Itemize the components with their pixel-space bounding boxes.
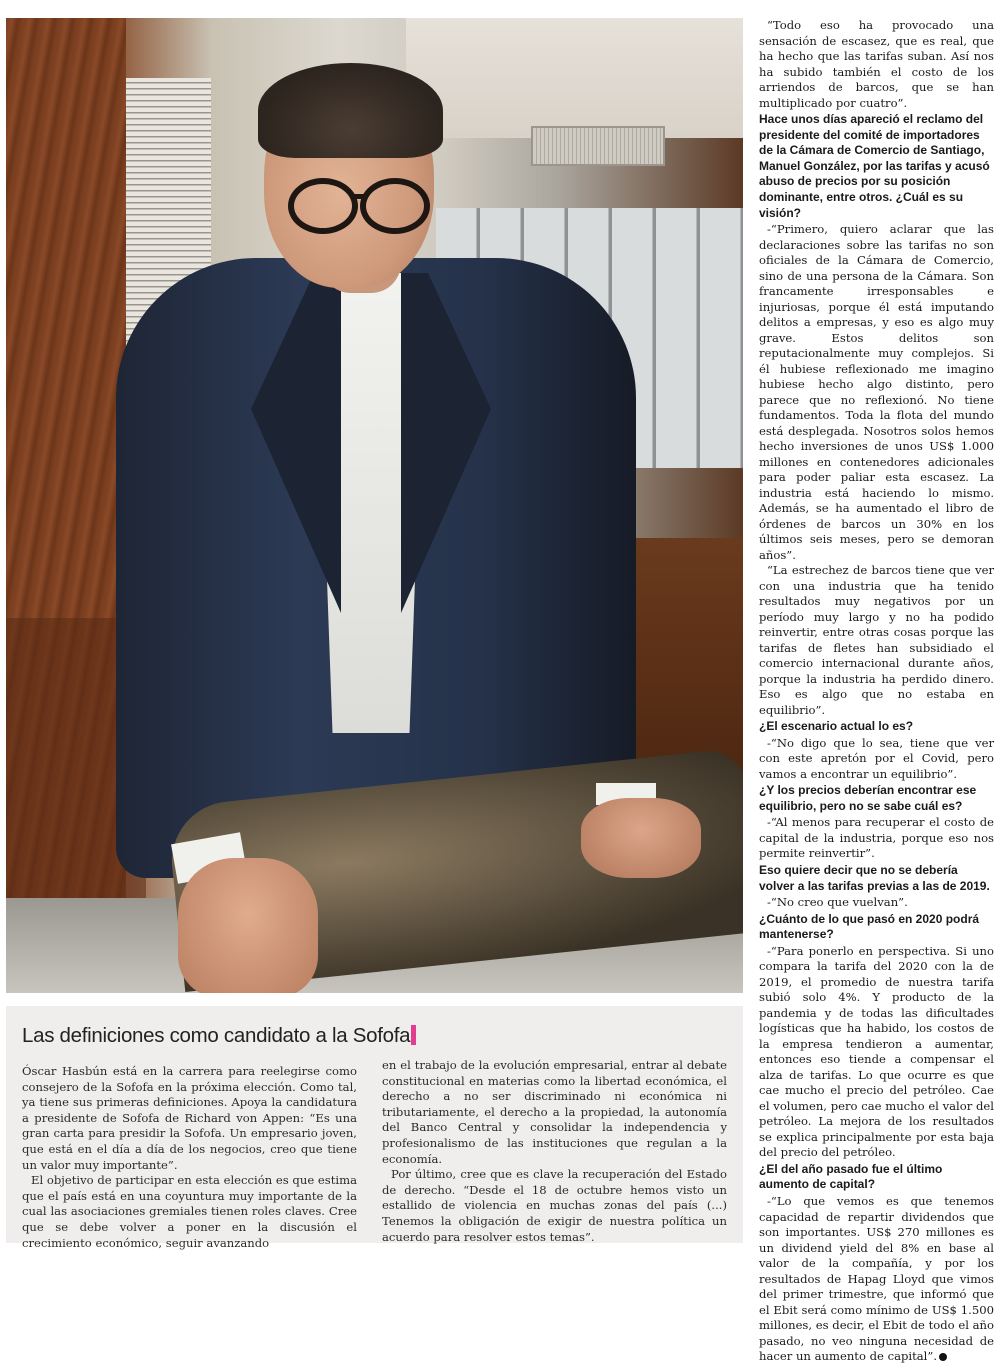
portrait-photo [6, 18, 743, 993]
question-paragraph: ¿El del año pasado fue el último aumento de capital? [759, 1161, 943, 1192]
answer-paragraph: -“No creo que vuelvan”. [767, 895, 908, 910]
answer-paragraph: -“Primero, quiero aclarar que las declaraciones sobre las tarifas no son oficiales de la Cámara de Comercio, sino de una persona de la Cámara. Son francamente irresponsables e injuriosas, porque él está imputando delitos a empresas, y eso es algo muy grave. Estos delitos son reputacionalmente muy complejos. Si él hubiese reflexionado me imagino hubiese hecho algo distinto, pero parece que no reflexionó. No tiene fundamentos. Toda la flota del mundo está desplegada. Nosotros solos hemos hecho inversiones de unos US$ 1.000 millones en contenedores adicionales para poder paliar esta escasez. La industria está haciendo lo mismo. Además, se ha aumentado el libro de órdenes de barcos un 30% en los últimos seis meses, pero se demoran años”. [759, 222, 994, 562]
sidebar-column-right [382, 1058, 727, 1245]
sidebar-title [22, 1024, 416, 1048]
question-paragraph: Hace unos días apareció el reclamo del presidente del comité de importadores de la Cámara de Comercio de Santiago, Manuel González, por las tarifas y acusó abuso de precios por su posición dominante, entre otros. ¿Cuál es su visión? [759, 112, 990, 220]
title-accent-mark [411, 1025, 416, 1045]
answer-paragraph [759, 1194, 994, 1365]
question-paragraph: Eso quiere decir que no se debería volver a las tarifas previas a las de 2019. [759, 862, 990, 893]
sidebar-title-text: Las definiciones como candidato a la Sofofa [22, 1024, 411, 1047]
interview-column [759, 18, 994, 1365]
question-paragraph: ¿El escenario actual lo es? [759, 719, 914, 734]
answer-paragraph: -“Al menos para recuperar el costo de capital de la industria, porque eso nos permite reinvertir”. [759, 815, 994, 861]
sidebar-column-left [22, 1064, 357, 1251]
answer-paragraph: -“No digo que lo sea, tiene que ver con este apretón por el Covid, pero vamos a encontrar un equilibrio”. [759, 735, 994, 781]
question-paragraph: ¿Y los precios deberían encontrar ese equilibrio, pero no se sabe cuál es? [759, 783, 977, 813]
sidebar-paragraph: en el trabajo de la evolución empresarial, entrar al debate constitucional en materias como la libertad económica, el derecho a no ser discriminado ni económica ni tributariamente, el derecho a la propiedad, la autonomía del Banco Central y consolidar la independencia y profesionalismo de las instituciones que regulan a la economía. [382, 1058, 727, 1166]
question-paragraph: ¿Cuánto de lo que pasó en 2020 podrá mantenerse? [759, 911, 980, 942]
sidebar-box [6, 1006, 743, 1250]
answer-paragraph: “Todo eso ha provocado una sensación de escasez, que es real, que ha hecho que las tarifas suban. Así nos ha subido también el costo de los arriendos de barcos, que se han multiplicado por cuatro”. [759, 18, 994, 110]
answer-paragraph: -“Para ponerlo en perspectiva. Si uno compara la tarifa del 2020 con la de 2019, el promedio de nuestra tarifa subió solo 4%. Y producto de la pandemia y de todas las dificultades logísticas que ha habido, los costos de la empresa tendieron a aumentar, entonces eso tiende a compensar el alza de tarifas. Lo que ocurre es que cae mucho el precio del petróleo. Cae el volumen, pero cae mucho el valor del petróleo. La mejora de los resultados se explica principalmente por esta baja del precio del petróleo. [759, 943, 994, 1160]
sidebar-paragraph: Óscar Hasbún está en la carrera para reelegirse como consejero de la Sofofa en la próxima elección. Como tal, ya tiene sus primeras definiciones. Apoya la candidatura a presidente de Sofofa de Richard von Appen: “Es una gran carta para presidir la Sofofa. Un empresario joven, que está en el día a día de los negocios, creo que tiene un valor muy importante”. [22, 1064, 357, 1172]
end-mark-icon [939, 1353, 947, 1361]
answer-paragraph: “La estrechez de barcos tiene que ver con una industria que ha tenido resultados muy negativos por un período muy largo y no ha podido reinvertir, entre otras cosas porque las tarifas de fletes han subsidiado el comercio internacional durante años, porque la industria ha perdido dinero. Eso es algo que no estaba en equilibrio”. [759, 563, 994, 717]
sidebar-paragraph: Por último, cree que es clave la recuperación del Estado de derecho. “Desde el 18 de octubre hemos visto un estallido de violencia en muchas zonas del país (...) Tenemos la obligación de exigir de nuestra política un acuerdo para resolver estos temas”. [382, 1167, 727, 1244]
final-answer-text: -“Lo que vemos es que tenemos capacidad de repartir dividendos que son importantes. US$ 270 millones es un dividend yield del 8% en base al valor de la compañía, y por los resultados de Hapag Lloyd que vimos del primer trimestre, que informó que el Ebit será como mínimo de US$ 1.500 millones, es decir, el Ebit de todo el año pasado, no veo ninguna necesidad de hacer un aumento de capital”. [759, 1194, 994, 1363]
sidebar-paragraph: El objetivo de participar en esta elección es que estima que el país está en una coyuntura muy importante de la cual las asociaciones gremiales tienen roles claves. Cree que se debe volver a poner en la discusión el crecimiento económico, seguir avanzando [22, 1173, 357, 1250]
